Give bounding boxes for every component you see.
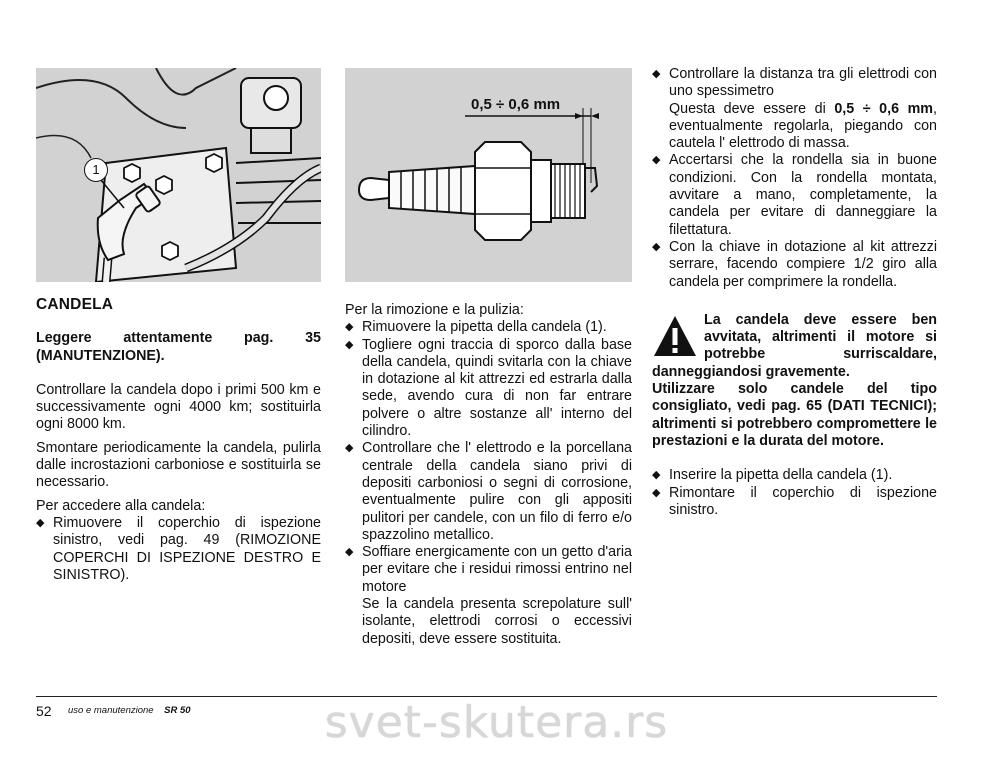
list-item bbox=[652, 66, 937, 152]
section-heading: CANDELA bbox=[36, 296, 114, 313]
list-item: ◆ Inserire la pipetta della candela (1). bbox=[652, 467, 937, 484]
callout-circle bbox=[84, 158, 108, 182]
list-item bbox=[345, 544, 632, 648]
list-item: ◆ Rimontare il coperchio di ispezione sinistro. bbox=[652, 485, 937, 520]
watermark: svet-skutera.rs bbox=[324, 697, 669, 748]
bullet-list bbox=[652, 66, 937, 291]
list-item-text: , eventualmente regolarla, piegando con cautela l' elettrodo di massa. bbox=[669, 100, 937, 152]
gap-value: 0,5 ÷ 0,6 mm bbox=[834, 100, 934, 117]
paragraph: Per accedere alla candela: bbox=[36, 497, 206, 514]
warning-triangle-icon bbox=[652, 314, 698, 358]
paragraph: Smontare periodicamente la candela, pulirla dalle incrostazioni carboniose e sostituirla se necessario. bbox=[36, 439, 321, 491]
bullet-list bbox=[345, 319, 632, 648]
list-item: ◆ Controllare che l' elettrodo e la porcellana centrale della candela siano privi di depositi carboniosi o segni di corrosione, eventualmente pulire con gli appositi pulitori per candele, con un filo di ferro e/o spazzolino metallico. bbox=[345, 440, 632, 544]
list-item: ◆ Accertarsi che la rondella sia in buone condizioni. Con la rondella montata, avvitare a mano, completamente, la candela per evitare di danneggiare la filettatura. bbox=[652, 152, 937, 238]
list-item: ◆ Rimuovere il coperchio di ispezione sinistro, vedi pag. 49 (RIMOZIONE COPERCHI DI ISPEZIONE DESTRO E SINISTRO). bbox=[36, 515, 321, 584]
list-item-text: Controllare la distanza tra gli elettrodi con uno spessimetro bbox=[669, 66, 937, 100]
paragraph: Per la rimozione e la pulizia: bbox=[345, 302, 524, 318]
column-right bbox=[652, 66, 937, 519]
manual-title: uso e manutenzione bbox=[68, 705, 154, 716]
warning-block bbox=[652, 312, 937, 450]
callout-number: 1 bbox=[92, 162, 100, 177]
spark-plug-gap-illustration bbox=[345, 68, 632, 282]
bullet-list bbox=[652, 467, 937, 519]
page-number: 52 bbox=[36, 703, 52, 719]
model-name: SR 50 bbox=[164, 705, 191, 716]
engine-drawing bbox=[36, 68, 321, 282]
read-warning: Leggere attentamente pag. 35 (MANUTENZIONE). bbox=[36, 330, 321, 364]
paragraph: Controllare la candela dopo i primi 500 km e successivamente ogni 4000 km; sostituirla ogni 8000 km. bbox=[36, 381, 321, 433]
list-item: ◆ Con la chiave in dotazione al kit attrezzi serrare, facendo compiere 1/2 giro alla candela per comprimere la rondella. bbox=[652, 239, 937, 291]
column-left bbox=[36, 296, 321, 584]
spark-plug-location-illustration bbox=[36, 68, 321, 282]
list-item-text: Questa deve essere di bbox=[669, 100, 835, 117]
list-item: ◆ Rimuovere la pipetta della candela (1). bbox=[345, 319, 632, 336]
warning-text: La candela deve essere ben avvitata, altrimenti il motore si potrebbe surriscaldare, danneggiandosi gravemente. bbox=[652, 311, 937, 380]
warning-text-2: Utilizzare solo candele del tipo consigliato, vedi pag. 65 (DATI TECNICI); altrimenti si potrebbero compromettere le prestazioni e la durata del motore. bbox=[652, 381, 937, 449]
list-item: ◆ Togliere ogni traccia di sporco dalla base della candela, quindi svitarla con la chiave in dotazione al kit attrezzi ed estrarla dalla sede, avendo cura di non far entrare polvere o altre sostanze all' interno del cilindro. bbox=[345, 337, 632, 441]
bullet-list bbox=[36, 515, 321, 584]
list-item-text: Se la candela presenta screpolature sull' isolante, elettrodi corrosi o eccessivi depositi, deve essere sostituita. bbox=[362, 596, 632, 647]
gap-dimension-label: 0,5 ÷ 0,6 mm bbox=[471, 96, 561, 113]
list-item-text: Soffiare energicamente con un getto d'aria per evitare che i residui rimossi entrino nel motore bbox=[362, 544, 632, 595]
column-middle bbox=[345, 302, 632, 648]
